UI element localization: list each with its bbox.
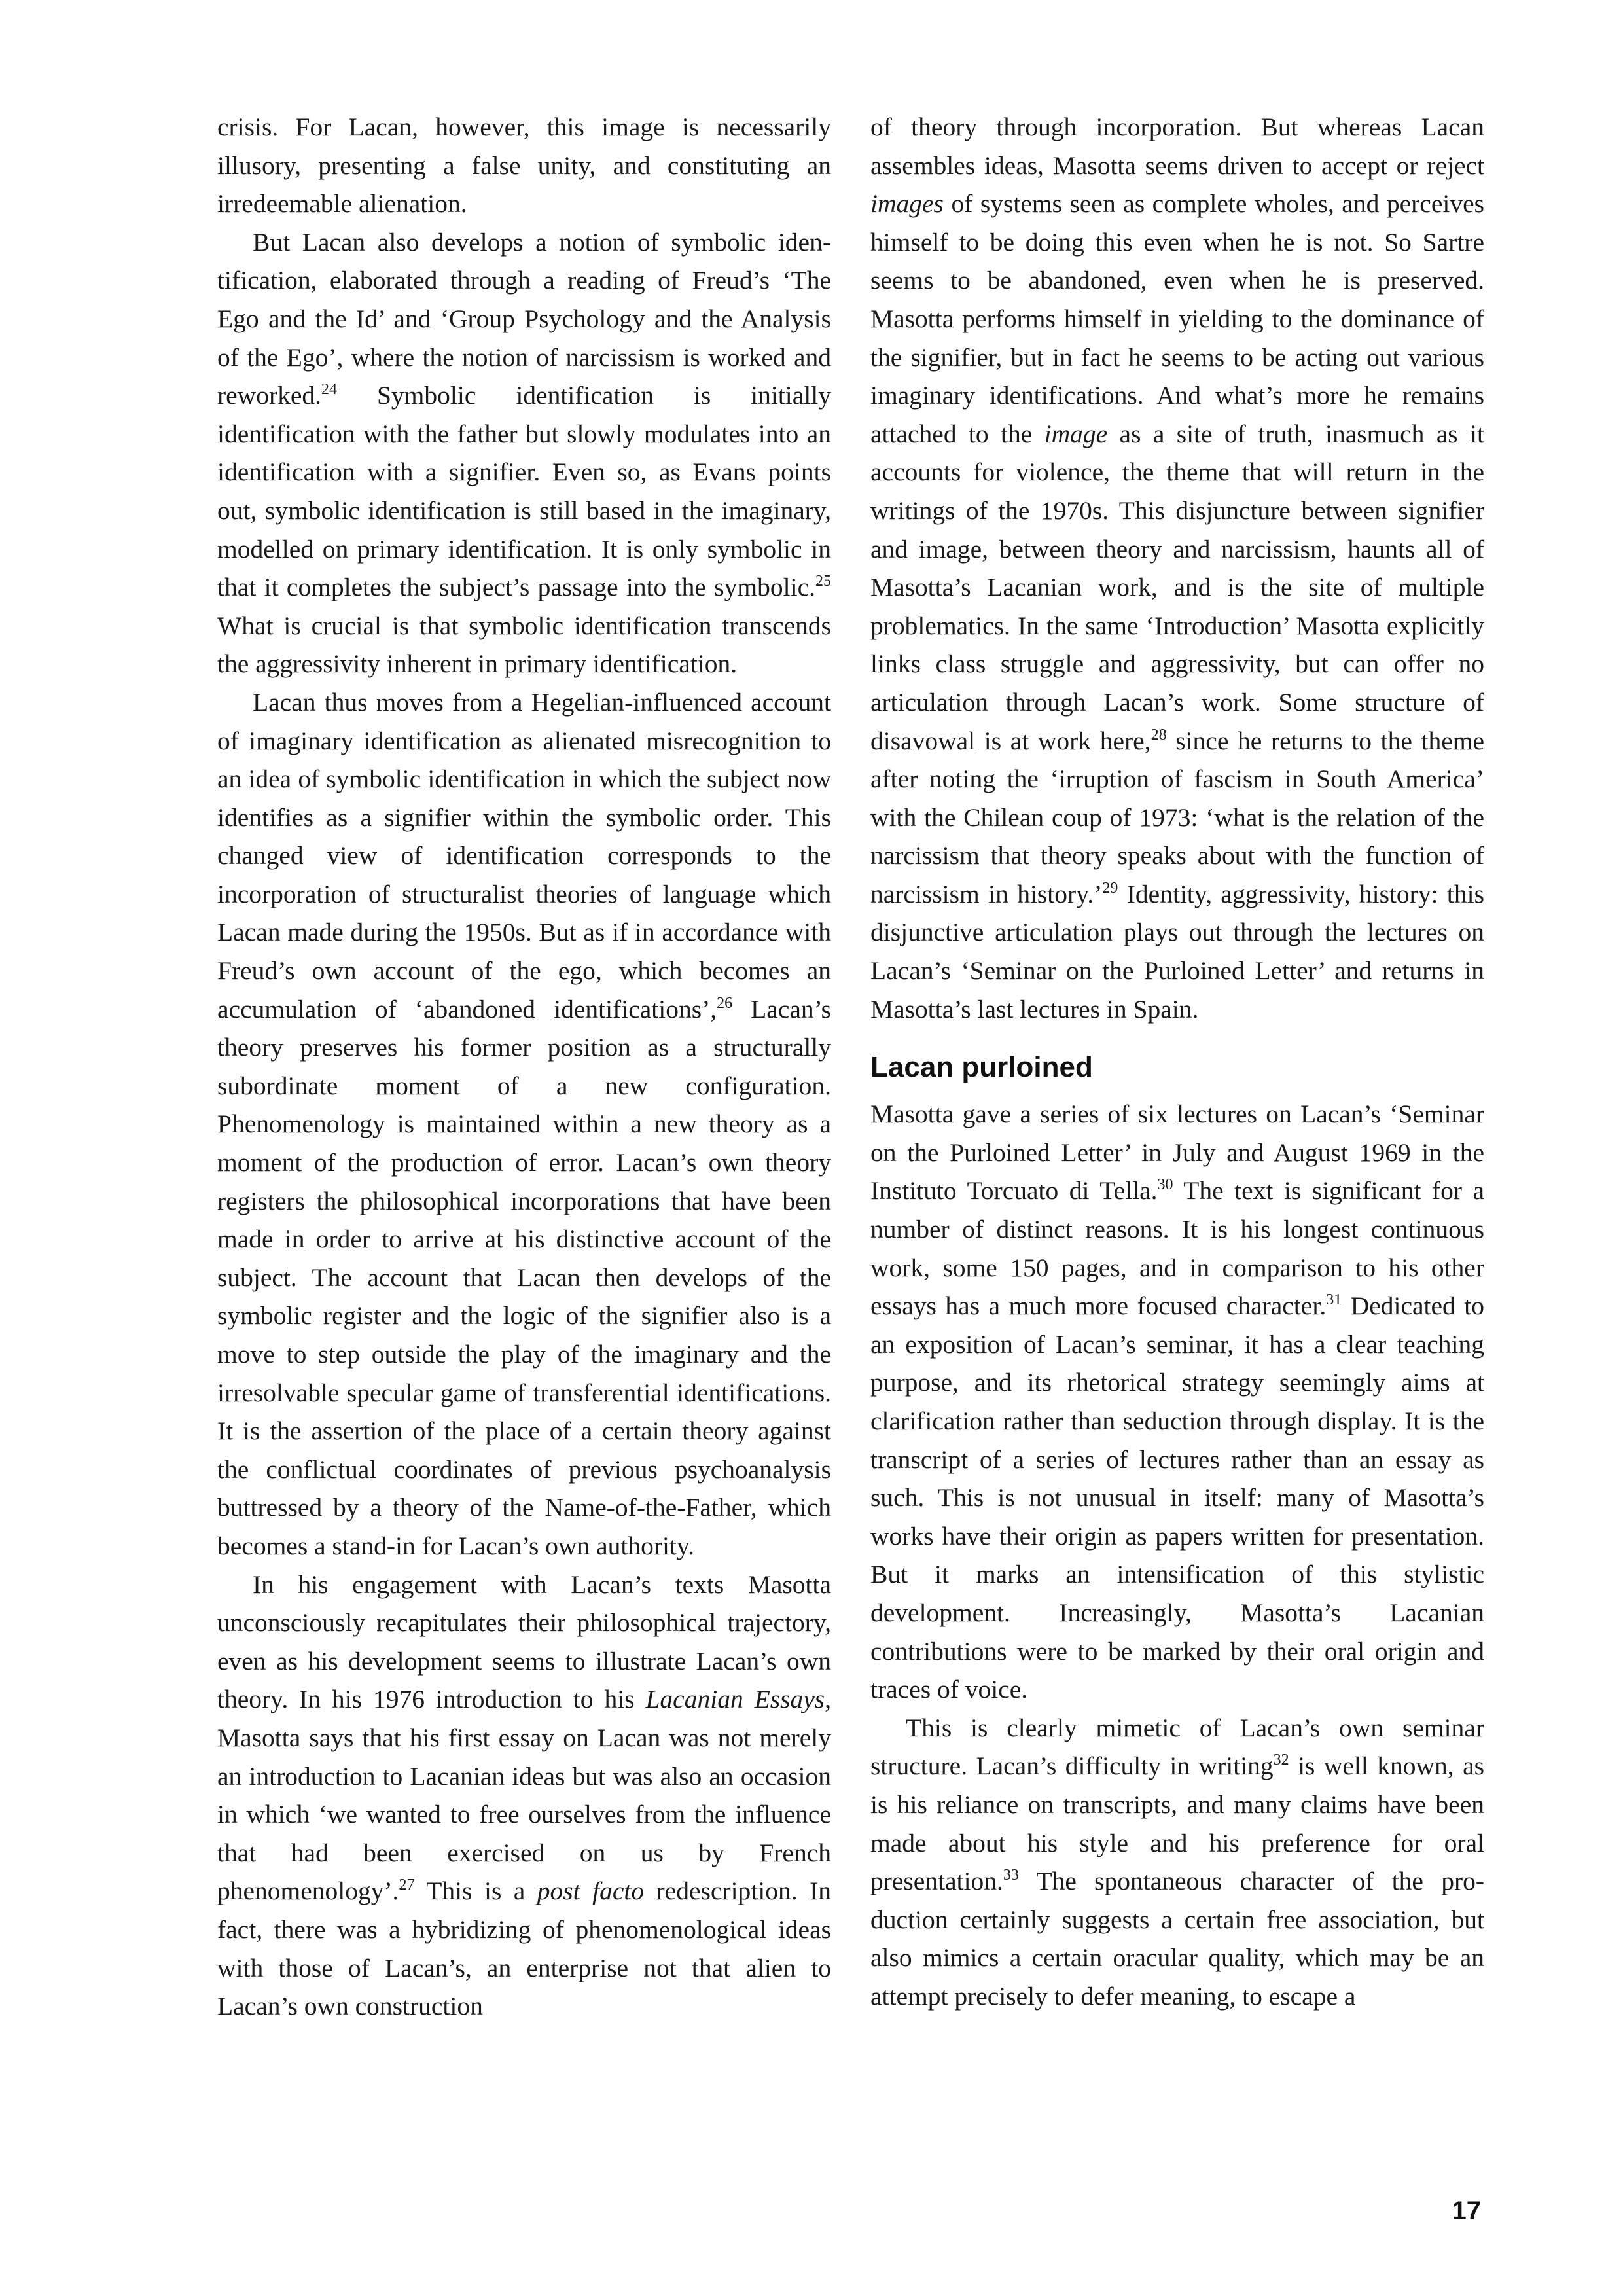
footnote-marker: 25 [815,573,831,590]
footnote-marker: 32 [1273,1751,1289,1769]
text-run: Lacan thus moves from a Hegelian-influenced account of imaginary identification as alienated misrecognition to an idea of symbolic identification in which the subject now identifies as a signifier within the symbolic order. This changed view of identification corresponds to the incorporation of structuralist theories of language which Lacan made during the 1950s. But as if in accordance with Freud’s own account of the ego, which becomes an accumulation of ‘abandoned identifications’, [217,687,831,1024]
footnote-marker: 29 [1102,879,1118,897]
italic-text: Lacanian Essays [645,1685,825,1714]
text-run: But Lacan also develops a notion of symbolic identification, elaborated through a reading of Freud’s ‘The Ego and the Id’ and ‘Group Psychology and the Analysis of the Ego’, where the notion of narcissism is worked and reworked. [217,227,831,410]
footnote-marker: 28 [1150,726,1167,744]
left-column-body [217,108,831,2026]
text-run: redescription. In fact, there was a hybridizing of phenomenological ideas with those of Lacan’s, an enterprise not that alien to Lacan’s own construction [217,1876,831,2021]
right-column-body-before-heading [870,108,1484,1028]
text-run: What is crucial is that symbolic identification transcends the aggressivity inherent in primary identification. [217,611,831,679]
paragraph [870,1095,1484,1709]
italic-text: images [870,189,944,219]
page-number: 17 [1452,2197,1481,2225]
section-heading: Lacan purloined [870,1051,1093,1084]
footnote-marker: 24 [321,381,338,399]
text-run: The spontaneous character of the production certainly suggests a certain free association, but also mimics a certain oracular quality, which may be an attempt precisely to defer meaning, to escape a [870,1867,1484,2011]
paragraph [217,1566,831,2026]
text-run: Lacan’s theory preserves his former position as a structurally subordinate moment of a new configuration. Phenomenology is maintained within a new theory as a moment of the production of error. Lacan’s own theory registers the philosophical incorporations that have been made in order to arrive at his distinctive account of the subject. The account that Lacan then develops of the symbolic register and the logic of the signifier also is a move to step outside the play of the imaginary and the irresolvable specular game of transferential identifications. It is the assertion of the place of a certain theory against the conflictual coordinates of previous psychoanalysis buttressed by a theory of the Name-of-the-Father, which becomes a stand-in for Lacan’s own authority. [217,994,831,1560]
footnote-marker: 31 [1326,1291,1342,1309]
italic-text: image [1044,419,1108,448]
text-run: of theory through incorporation. But whereas Lacan assembles ideas, Masotta seems driven to accept or reject [870,113,1484,180]
text-run: crisis. For Lacan, however, this image is necessarily illusory, presenting a false unity, and constituting an irredeemable alienation. [217,113,831,219]
right-column-body-after-heading [870,1095,1484,2015]
text-run: of systems seen as complete wholes, and perceives himself to be doing this even when he is not. So Sartre seems to be abandoned, even when he is preserved. Masotta performs himself in yielding to the dominance of the signifier, but in fact he seems to be acting out various imaginary identifications. And what’s more he remains attached to the [870,189,1484,448]
right-column [870,108,1484,2016]
footnote-marker: 33 [1003,1867,1019,1884]
text-run: is well known, as is his reliance on transcripts, and many claims have been made about his style and his preference for oral presentation. [870,1751,1484,1896]
paragraph [217,683,831,1566]
text-run: Symbolic identification is initially identification with the father but slowly modulates into an identification with a signifier. Even so, as Evans points out, symbolic identification is still based in the imaginary, modelled on primary identification. It is only symbolic in that it completes the subject’s passage into the symbolic. [217,381,831,602]
text-run: The text is significant for a number of distinct reasons. It is his longest continuous work, some 150 pages, and in comparison to his other essays has a much more focused character. [870,1176,1484,1321]
text-run: since he returns to the theme after noting the ‘irruption of fascism in South America’ with the Chilean coup of 1973: ‘what is the relation of the narcissism that theory speaks about with the function of narcissism in history.’ [870,726,1484,908]
left-column [217,108,831,2026]
text-run: This is a [414,1876,537,1906]
text-run: This is clearly mimetic of Lacan’s own seminar structure. Lacan’s difficulty in writing [870,1713,1484,1781]
text-run: Identity, aggressivity, history: this disjunctive articulation plays out through the lectures on Lacan’s ‘Seminar on the Purloined Letter’ and returns in Masotta’s last lectures in Spain. [870,879,1484,1024]
text-run: In his engagement with Lacan’s texts Masotta unconsciously recapitulates their philosophical trajectory, even as his development seems to illustrate Lacan’s own theory. In his 1976 introduction to his [217,1570,831,1714]
paragraph [870,108,1484,1028]
text-run: as a site of truth, inasmuch as it accounts for violence, the theme that will return in the writings of the 1970s. This disjuncture between signifier and image, between theory and narcissism, haunts all of Masotta’s Lacanian work, and is the site of multiple problematics. In the same ‘Introduction’ Masotta explicitly links class struggle and aggressivity, but can offer no articulation through Lacan’s work. Some structure of disavowal is at work here, [870,419,1484,755]
paragraph [217,223,831,683]
paragraph [217,108,831,223]
italic-text: post facto [537,1876,645,1906]
text-run: , Masotta says that his first essay on Lacan was not merely an introduction to Lacanian ideas but was also an occasion in which ‘we wanted to free ourselves from the influence that had been exercised on us by French phenomenology’. [217,1685,831,1906]
paragraph [870,1709,1484,2016]
text-run: Masotta gave a series of six lectures on Lacan’s ‘Seminar on the Purloined Letter’ in July and August 1969 in the Instituto Torcuato di Tella. [870,1100,1484,1206]
footnote-marker: 30 [1157,1176,1173,1194]
text-run: Dedicated to an exposition of Lacan’s seminar, it has a clear teaching purpose, and its rhetorical strategy seemingly aims at clarification rather than seduction through display. It is the transcript of a series of lectures rather than an essay as such. This is not unusual in itself: many of Masotta’s works have their origin as papers written for presentation. But it marks an intensification of this stylistic development. Increasingly, Masotta’s Lacanian contributions were to be marked by their oral origin and traces of voice. [870,1291,1485,1704]
footnote-marker: 27 [399,1876,415,1894]
footnote-marker: 26 [717,994,733,1012]
